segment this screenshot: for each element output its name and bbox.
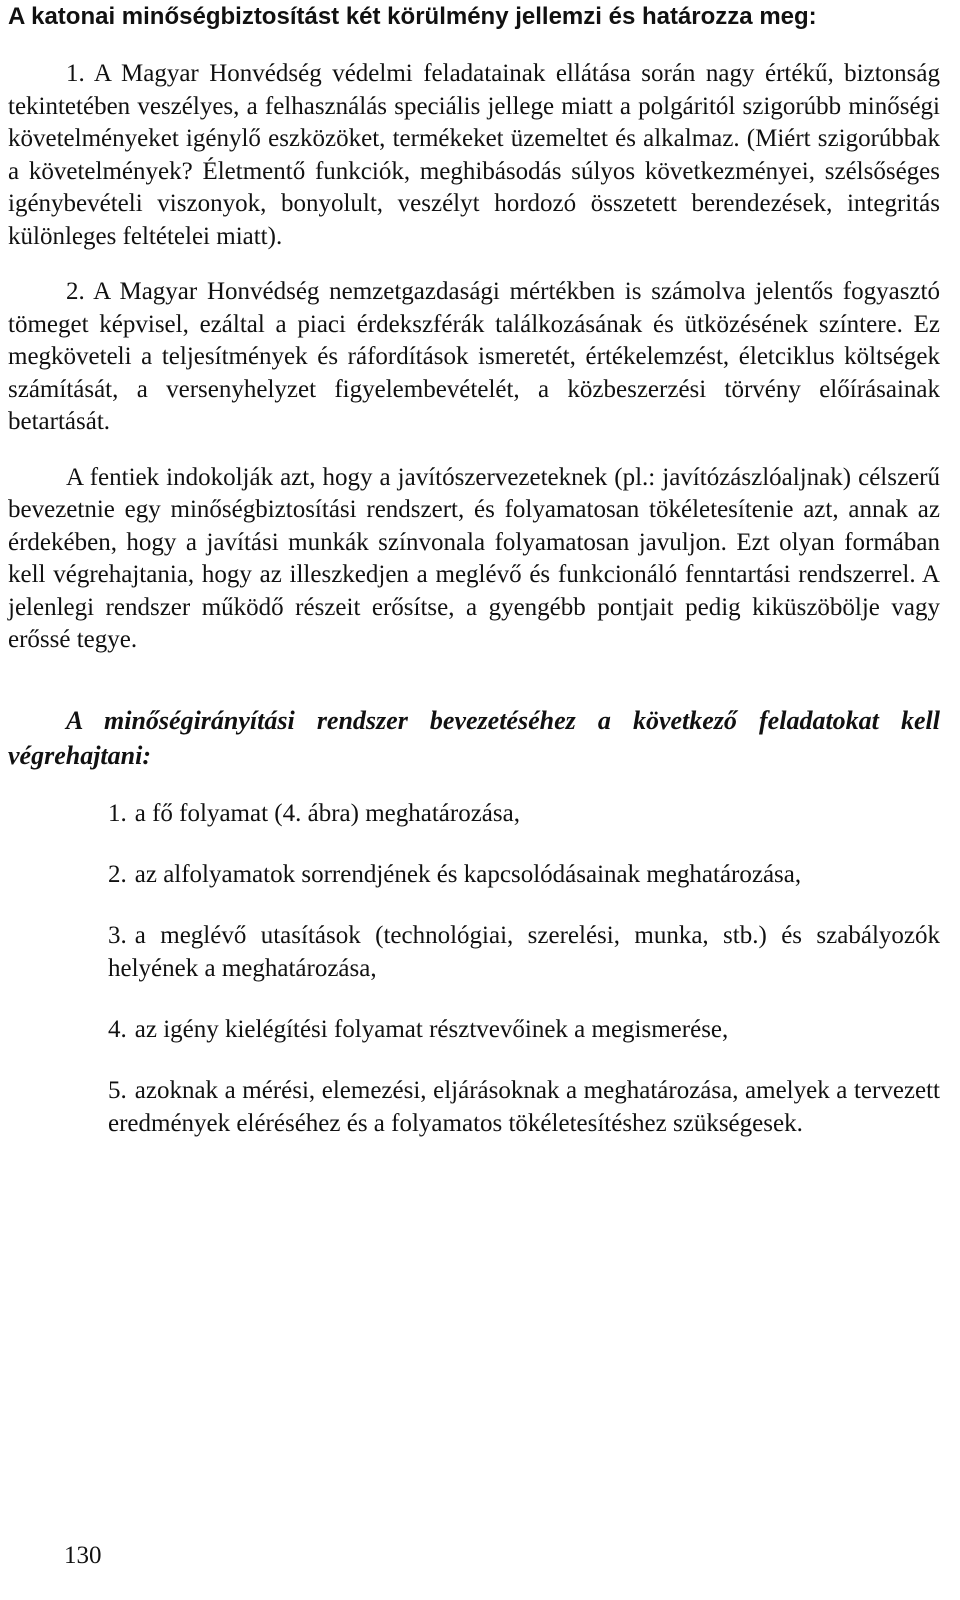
paragraph-1 — [8, 58, 940, 253]
task-item — [108, 858, 940, 891]
task-text: a fő folyamat (4. ábra) meghatározása, — [134, 799, 520, 827]
task-item — [108, 797, 940, 830]
task-text: az alfolyamatok sorrendjének és kapcsolódásainak meghatározása, — [134, 860, 802, 888]
document-page — [8, 0, 940, 1168]
task-item — [108, 1013, 940, 1046]
task-number: 2. — [108, 860, 127, 888]
task-list — [8, 797, 940, 1140]
task-number: 5. — [108, 1076, 127, 1104]
page-number: 130 — [64, 1542, 102, 1569]
task-text: az igény kielégítési folyamat résztvevőinek a megismerése, — [134, 1015, 729, 1043]
paragraph-1-part-a: 1. A Magyar Honvédség védelmi feladatainak ellátása során nagy értékű, biztonság tekintetében veszélyes, a felhasználás speciális jellege miatt a polgáritól szigorúbb minőségi követelményeket igénylő eszközöket, termékeket üzemeltet és alkalmaz. (Miért szigorúbbak a követelmények? — [8, 60, 940, 185]
page-heading: A katonai minőségbiztosítást két körülmény jellemzi és határozza meg: — [8, 3, 817, 30]
paragraph-2: 2. A Magyar Honvédség nemzetgazdasági mértékben is számolva jelentős fogyasztó tömeget képvisel, ezáltal a piaci érdekszférák találkozásának és ütközésének színtere. Ez megköveteli a teljesítmények és ráfordítások ismeretét, értékelemzést, életciklus költségek számítását, a versenyhelyzet figyelembevételét, a közbeszerzési törvény előírásainak betartását. — [8, 278, 940, 435]
task-item — [108, 1074, 940, 1140]
task-item — [108, 919, 940, 985]
paragraph-3: A fentiek indokolják azt, hogy a javítószervezeteknek (pl.: javítózászlóaljnak) célszerű bevezetnie egy minőségbiztosítási rendszert, és folyamatosan tökéletesítenie azt, annak az érdekében, hogy a javítási munkák színvonala folyamatosan javuljon. Ezt olyan formában kell végrehajtania, hogy az illeszkedjen a meglévő és funkcionáló fenntartási rendszerrel. A jelenlegi rendszer működő részeit erősítse, a gyengébb pontjait pedig kiküszöbölje vagy erőssé tegye. — [8, 463, 940, 653]
paragraph-1-part-b: Életmentő funkciók, meghibásodás súlyos következményei, szélsőséges igénybevételi viszonyok, bonyolult, veszélyt hordozó összetett berendezések, integritás különleges feltételei miatt). — [8, 157, 940, 250]
task-text: azoknak a mérési, elemezési, eljárásoknak a meghatározása, amelyek a tervezett eredmények eléréséhez és a folyamatos tökéletesítéshez szükségesek. — [108, 1076, 940, 1137]
task-number: 4. — [108, 1015, 127, 1043]
task-text: a meglévő utasítások (technológiai, szerelési, munka, stb.) és szabályozók helyének a meghatározása, — [108, 921, 940, 982]
task-number: 1. — [108, 799, 127, 827]
section-title: A minőségirányítási rendszer bevezetéséhez a következő feladatokat kell végrehajtani: — [8, 705, 940, 770]
task-number: 3. — [108, 921, 127, 949]
